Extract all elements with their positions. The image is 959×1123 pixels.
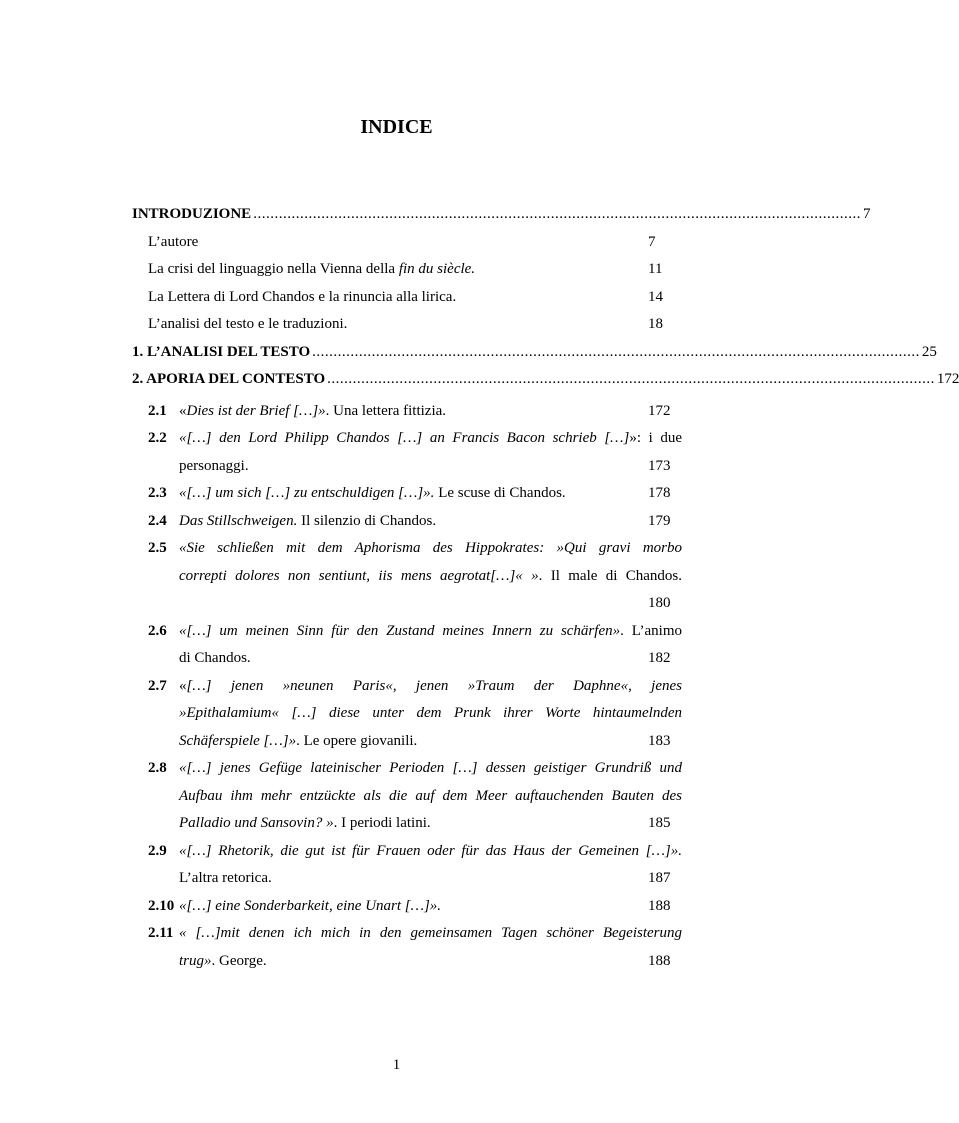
- page-title: INDICE: [360, 116, 433, 138]
- toc-entry-label: personaggi.: [179, 457, 249, 474]
- toc-entry-label-italic: correpti dolores non sentiunt, iis mens aegrotat[…]« »: [179, 567, 539, 584]
- toc-entry-2-9[interactable]: [132, 838, 682, 893]
- toc-entry-label-italic: Palladio und Sansovin? »: [179, 815, 334, 831]
- toc-page-number: 25: [921, 343, 937, 360]
- toc-entry-label-italic: «Sie schließen mit dem Aphorisma des Hippokrates: »Qui gravi morbo: [179, 540, 682, 556]
- toc-page-number: 172: [648, 402, 671, 419]
- toc-entry-label-italic: «[…] jenes Gefüge lateinischer Perioden […] dessen geistiger Grundriß und: [179, 760, 682, 776]
- toc-entry-chapter-2[interactable]: [132, 370, 959, 398]
- toc-page-number: 179: [648, 512, 671, 529]
- toc-entry-label-italic: «[…] den Lord Philipp Chandos […] an Francis Bacon schrieb […]: [179, 430, 630, 446]
- section-number: 2.11: [148, 925, 174, 941]
- toc-entry-label-italic: fin du siècle.: [398, 261, 476, 277]
- toc-entry-label-italic: « […]mit denen ich mich in den gemeinsamen Tagen schöner Begeisterung: [179, 925, 682, 941]
- toc-entry[interactable]: [132, 260, 682, 288]
- section-number: 2.6: [148, 622, 167, 639]
- toc-entry-2-5[interactable]: [132, 535, 682, 618]
- toc-entry-label-italic: »Epithalamium« […] diese unter dem Prunk ihrer Worte hintaumelnden: [179, 705, 682, 721]
- table-of-contents: [132, 205, 959, 975]
- toc-entry-label: 1. L’ANALISI DEL TESTO: [132, 343, 311, 360]
- toc-page-number: 185: [648, 815, 671, 831]
- toc-entry-label: . Le opere giovanili.: [296, 732, 418, 749]
- toc-entry-label: L’analisi del testo e le traduzioni.: [148, 316, 348, 332]
- section-number: 2.1: [148, 402, 167, 419]
- toc-entry-2-4[interactable]: [132, 508, 682, 536]
- toc-page-number: 187: [648, 870, 671, 886]
- toc-page-number: 172: [936, 371, 959, 387]
- toc-entry-label: Le scuse di Chandos.: [434, 485, 566, 501]
- toc-entry-label-italic: […] jenen »neunen Paris«, jenen »Traum der Daphne«, jenes: [186, 677, 682, 694]
- toc-entry-label-italic: Aufbau ihm mehr entzückte als die auf dem Meer auftauchenden Bauten des: [179, 787, 682, 804]
- section-number: 2.4: [148, 512, 167, 529]
- toc-entry-label: Il silenzio di Chandos.: [297, 512, 437, 529]
- section-number: 2.7: [148, 677, 167, 694]
- toc-entry-label-italic: «[…] Rhetorik, die gut ist für Frauen oder für das Haus der Gemeinen […]».: [179, 842, 682, 859]
- toc-entry-label: La crisi del linguaggio nella Vienna della: [148, 261, 399, 277]
- toc-entry-label: INTRODUZIONE: [132, 206, 252, 222]
- toc-entry-label: . Il male di Chandos.: [538, 567, 683, 584]
- toc-entry-label: »: i due: [629, 430, 682, 446]
- toc-entry[interactable]: [132, 233, 682, 261]
- toc-leader-dots: ...............................................................................................................................................: [327, 371, 935, 387]
- toc-entry-label: . I periodi latini.: [333, 815, 431, 831]
- toc-entry-label-italic: «[…] um meinen Sinn für den Zustand meines Innern zu schärfen»: [179, 622, 621, 639]
- toc-entry-label-italic: Das Stillschweigen.: [179, 512, 298, 529]
- section-number: 2.9: [148, 842, 167, 859]
- toc-page-number: 173: [648, 457, 671, 474]
- toc-entry-2-6[interactable]: [132, 618, 682, 673]
- toc-entry-label-italic: «[…] um sich […] zu entschuldigen […]».: [179, 485, 435, 501]
- toc-entry[interactable]: [132, 315, 682, 343]
- page-number: 1: [392, 1057, 401, 1073]
- toc-entry[interactable]: [132, 288, 682, 316]
- toc-entry-label: 2. APORIA DEL CONTESTO: [132, 371, 326, 387]
- toc-page-number: 18: [648, 316, 663, 332]
- toc-page-number: 178: [648, 485, 671, 501]
- toc-entry-label: «: [179, 677, 187, 694]
- toc-entry-2-8[interactable]: [132, 755, 682, 838]
- section-number: 2.10: [148, 897, 175, 914]
- toc-entry-label: . L’animo: [620, 622, 682, 639]
- toc-entry-label: . Una lettera fittizia.: [325, 402, 447, 419]
- toc-page-number: 7: [648, 233, 656, 250]
- toc-entry-introduzione[interactable]: [132, 205, 871, 233]
- section-number: 2.2: [148, 430, 167, 446]
- toc-page-number: 14: [648, 288, 663, 305]
- toc-entry-label: L’altra retorica.: [179, 870, 272, 886]
- toc-entry-label: «: [179, 402, 187, 419]
- toc-page-number: 182: [648, 650, 671, 666]
- section-number: 2.5: [148, 540, 167, 556]
- toc-entry-2-1[interactable]: [132, 398, 682, 426]
- toc-entry-2-3[interactable]: [132, 480, 682, 508]
- toc-entry-label-italic: trug»: [179, 952, 212, 969]
- toc-entry-label: di Chandos.: [179, 650, 251, 666]
- toc-entry-label: . George.: [211, 952, 267, 969]
- toc-entry-2-2[interactable]: [132, 425, 682, 480]
- toc-entry-2-10[interactable]: [132, 893, 682, 921]
- toc-entry-chapter-1[interactable]: [132, 343, 937, 371]
- toc-entry-2-11[interactable]: [132, 920, 682, 975]
- toc-entry-label: L’autore: [148, 233, 199, 250]
- toc-entry-label: La Lettera di Lord Chandos e la rinuncia alla lirica.: [148, 288, 457, 305]
- toc-page-number: 183: [648, 732, 671, 749]
- toc-entry-label-italic: Dies ist der Brief […]»: [186, 402, 326, 419]
- toc-entry-label-italic: Schäferspiele […]»: [179, 732, 297, 749]
- section-number: 2.3: [148, 485, 167, 501]
- toc-leader-dots: ...............................................................................................................................................: [253, 206, 861, 222]
- toc-page-number: 188: [648, 897, 671, 914]
- toc-leader-dots: ...............................................................................................................................................: [312, 343, 920, 360]
- section-number: 2.8: [148, 760, 167, 776]
- toc-page-number: 7: [862, 206, 871, 222]
- toc-page-number: 11: [648, 261, 663, 277]
- toc-page-number: 180: [648, 595, 671, 611]
- toc-page-number: 188: [648, 952, 671, 969]
- toc-entry-2-7[interactable]: [132, 673, 682, 756]
- toc-entry-label-italic: «[…] eine Sonderbarkeit, eine Unart […]».: [179, 897, 442, 914]
